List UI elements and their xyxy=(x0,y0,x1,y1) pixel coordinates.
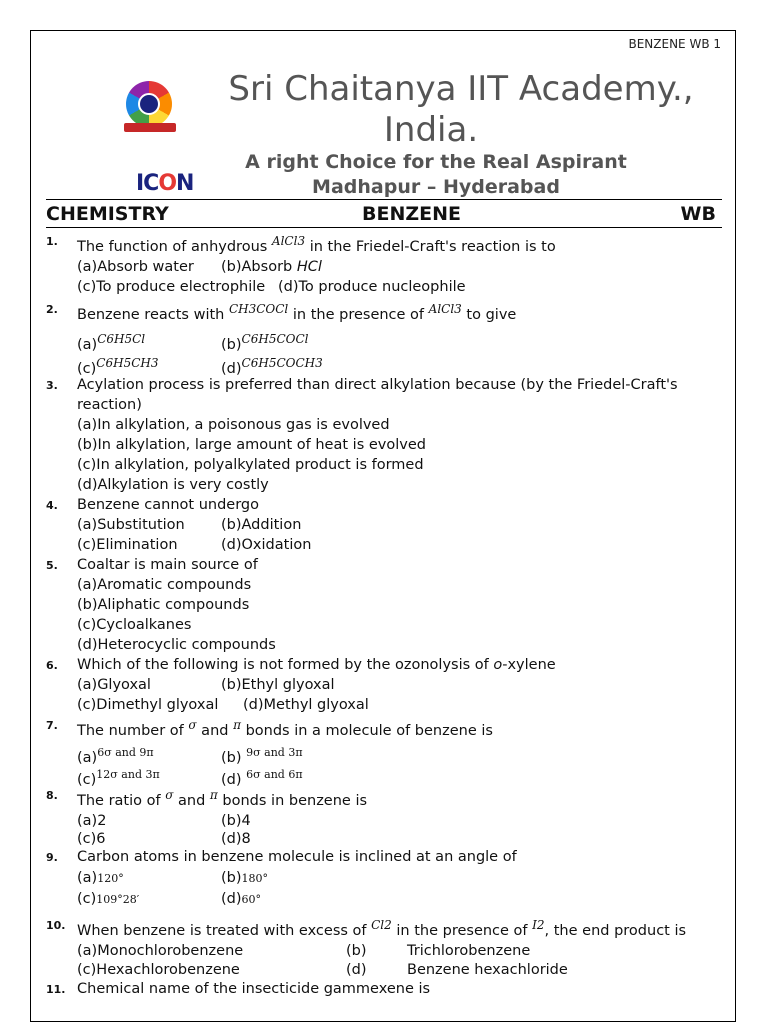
option-b: (b) $^{9\sigma and 3\pi}$ xyxy=(221,746,303,766)
question-6 xyxy=(31,655,737,715)
option-b: (b)Ethyl glyoxal xyxy=(221,677,335,693)
topic-label: BENZENE xyxy=(362,203,461,225)
question-8 xyxy=(31,785,737,847)
header-rule-bottom xyxy=(46,227,722,228)
question-7 xyxy=(31,715,737,788)
option-d: (d)Heterocyclic compounds xyxy=(77,637,276,653)
option-b: (b)180° xyxy=(221,870,269,886)
academy-logo xyxy=(126,81,172,127)
question-number: 5. xyxy=(46,559,58,572)
tagline: A right Choice for the Real Aspirant xyxy=(245,151,627,173)
option-d: (d)Alkylation is very costly xyxy=(77,477,269,493)
question-number: 8. xyxy=(46,789,58,802)
academy-logo-ribbon xyxy=(124,123,176,132)
question-number: 10. xyxy=(46,919,66,932)
question-number: 3. xyxy=(46,379,58,392)
option-c: $(c)^{12\sigma and 3\pi}$ xyxy=(77,768,160,788)
question-text: Acylation process is preferred than direct alkylation because (by the Friedel-Craft's reaction) xyxy=(77,377,678,413)
question-text: Carbon atoms in benzene molecule is inclined at an angle of xyxy=(77,849,517,865)
question-11 xyxy=(31,979,737,999)
academy-title: Sri Chaitanya IIT Academy., xyxy=(228,69,694,109)
question-3 xyxy=(31,375,737,495)
option-a: $(a)^{C6H5Cl}$ xyxy=(77,332,146,353)
question-number: 2. xyxy=(46,303,58,316)
question-text: Coaltar is main source of xyxy=(77,557,258,573)
option-a: (a)Glyoxal xyxy=(77,677,151,693)
option-b: (b) xyxy=(346,943,367,959)
option-b: (b)In alkylation, large amount of heat is evolved xyxy=(77,437,426,453)
option-d: $(d)^{C6H5COCH3}$ xyxy=(221,356,323,377)
question-text: When benzene is treated with excess of $^{Cl2}$ in the presence of $^{I2}$, the end product is xyxy=(77,918,687,939)
question-number: 1. xyxy=(46,235,58,248)
code-label: WB xyxy=(680,203,716,225)
subject-header xyxy=(46,203,722,227)
question-text: Benzene reacts with $^{CH3COCl}$ in the presence of $^{AlCl3}$ to give xyxy=(77,302,517,323)
option-d: (d) xyxy=(346,962,367,978)
worksheet-page xyxy=(30,30,736,1022)
question-list xyxy=(31,231,737,999)
option-b: (b)Aliphatic compounds xyxy=(77,597,250,613)
option-c: (c)In alkylation, polyalkylated product is formed xyxy=(77,457,424,473)
option-c: (c)To produce electrophile xyxy=(77,279,266,295)
option-a: (a)Substitution xyxy=(77,517,185,533)
question-10 xyxy=(31,915,737,979)
question-4 xyxy=(31,495,737,555)
option-d: (d)60° xyxy=(221,891,262,907)
question-5 xyxy=(31,555,737,655)
icon-brand-logo: ICON xyxy=(136,171,194,196)
option-a: (a)120° xyxy=(77,870,124,886)
header-rule-top xyxy=(46,199,722,200)
question-1 xyxy=(31,231,737,297)
question-text: The ratio of $^\sigma$ and $^\pi$ bonds in benzene is xyxy=(77,788,368,809)
option-c: (c)109°28′ xyxy=(77,891,140,907)
question-text: The function of anhydrous $^{AlCl3}$ in the Friedel-Craft's reaction is to xyxy=(77,234,556,255)
question-text: The number of $^\sigma$ and $^\pi$ bonds in a molecule of benzene is xyxy=(77,718,493,739)
option-d: (d)To produce nucleophile xyxy=(278,279,466,295)
option-c: (c)6 xyxy=(77,831,106,847)
option-b-text: Trichlorobenzene xyxy=(407,943,531,959)
question-text: Chemical name of the insecticide gammexene is xyxy=(77,981,431,997)
campus-location: Madhapur – Hyderabad xyxy=(312,176,560,198)
option-d-text: Benzene hexachloride xyxy=(407,962,568,978)
option-a: (a)Monochlorobenzene xyxy=(77,943,244,959)
option-c: (c)Cycloalkanes xyxy=(77,617,192,633)
subject-label: CHEMISTRY xyxy=(46,203,169,225)
option-a: (a)In alkylation, a poisonous gas is evolved xyxy=(77,417,390,433)
question-number: 6. xyxy=(46,659,58,672)
option-a: $(a)^{6\sigma and 9\pi}$ xyxy=(77,746,154,766)
question-2 xyxy=(31,299,737,377)
option-b: (b)Addition xyxy=(221,517,302,533)
option-c: (c)Elimination xyxy=(77,537,178,553)
option-d: (d) $^{6\sigma and 6\pi}$ xyxy=(221,768,303,788)
option-d: (d)Oxidation xyxy=(221,537,312,553)
option-c: (c)Dimethyl glyoxal xyxy=(77,697,219,713)
question-number: 4. xyxy=(46,499,58,512)
option-d: (d)Methyl glyoxal xyxy=(243,697,369,713)
academy-title-line2: India. xyxy=(383,110,479,150)
question-text: Benzene cannot undergo xyxy=(77,497,260,513)
option-c: $(c)^{C6H5CH3}$ xyxy=(77,356,159,377)
option-b: (b)Absorb HCl xyxy=(221,259,322,275)
question-text: Which of the following is not formed by the ozonolysis of o-xylene xyxy=(77,657,556,673)
question-number: 7. xyxy=(46,719,58,732)
option-d: (d)8 xyxy=(221,831,251,847)
question-number: 11. xyxy=(46,983,66,996)
page-tag: BENZENE WB 1 xyxy=(628,37,721,51)
question-9 xyxy=(31,847,737,909)
option-b: $(b)^{C6H5COCl}$ xyxy=(221,332,309,353)
option-a: (a)Absorb water xyxy=(77,259,194,275)
option-a: (a)Aromatic compounds xyxy=(77,577,252,593)
option-b: (b)4 xyxy=(221,813,251,829)
option-a: (a)2 xyxy=(77,813,107,829)
option-c: (c)Hexachlorobenzene xyxy=(77,962,240,978)
question-number: 9. xyxy=(46,851,58,864)
